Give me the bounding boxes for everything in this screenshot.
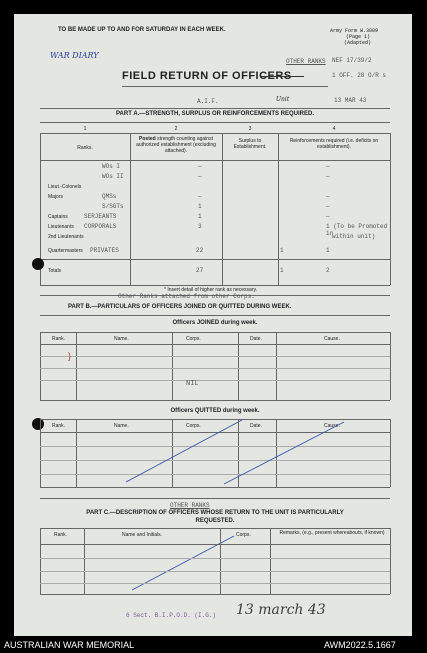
col-number-1: 1 xyxy=(83,126,87,132)
row-posted: 3 xyxy=(198,223,202,230)
quitted-col-date: Date. xyxy=(250,423,262,429)
row-reinforcements: — xyxy=(326,203,330,210)
part-c-top-rule xyxy=(40,498,390,499)
joined-col-rank: Rank. xyxy=(52,336,66,342)
row-reinforcements: — xyxy=(326,193,330,200)
row-posted: 1 xyxy=(198,203,202,210)
row-typed-rank: S/SGTs xyxy=(102,203,124,210)
part-c-col-name: Name and Initials. xyxy=(122,532,163,538)
quitted-title: Officers QUITTED during week. xyxy=(170,408,260,414)
part-c-typed-overlay: OTHER RANKS xyxy=(170,502,210,509)
part-c-div-0 xyxy=(40,528,41,594)
joined-col-name: Name. xyxy=(114,336,129,342)
row-reinforcements: within unit) xyxy=(332,233,376,240)
footer-institution: AUSTRALIAN WAR MEMORIAL xyxy=(4,640,135,650)
part-c-div-4 xyxy=(390,528,391,594)
row-printed-rank: Majors xyxy=(48,194,64,200)
part-c-table-top xyxy=(40,528,390,529)
unit-label: Unit xyxy=(276,96,290,103)
quitted-col-corps: Corps. xyxy=(186,423,201,429)
part-c-row-line xyxy=(40,558,390,559)
row-printed-rank: Lieut.-Colonels xyxy=(48,184,82,190)
nil-entry: NIL xyxy=(186,380,199,388)
row-printed-rank: Totals xyxy=(48,268,62,274)
date-stamp: 13 MAR 43 xyxy=(334,97,367,104)
row-surplus: 1 xyxy=(280,247,284,254)
typed-strength-summary: 1 OFF. 28 O/R s xyxy=(332,72,387,79)
handwritten-war-diary: WAR DIARY xyxy=(50,51,99,60)
row-reinforcements: 1 xyxy=(326,247,330,254)
part-a-footnote: * Insert detail of higher rank as necessary. xyxy=(164,287,258,293)
part-c-heading-1: PART C.—DESCRIPTION OF OFFICERS WHOSE RETURN TO THE UNIT IS PARTICULARLY xyxy=(86,510,344,516)
instruction-text: TO BE MADE UP TO AND FOR SATURDAY IN EACH WEEK. xyxy=(58,27,226,33)
row-typed-rank: WOs II xyxy=(102,173,124,180)
typed-file-number: NEF 17/39/2 xyxy=(332,57,372,64)
form-ref-line-3: (Adapted) xyxy=(344,40,372,46)
col-number-4: 4 xyxy=(332,126,336,132)
row-printed-rank: Quartermasters xyxy=(48,248,83,254)
joined-col-corps: Corps. xyxy=(186,336,201,342)
joined-title: Officers JOINED during week. xyxy=(172,320,258,326)
footer-accession-number: AWM2022.5.1667 xyxy=(324,640,396,650)
handwritten-date: 13 march 43 xyxy=(236,602,326,618)
header-reinforcements: Reinforcements required (i.e. deficits on establishment). xyxy=(289,138,379,150)
part-a-heading: PART A.—STRENGTH, SURPLUS OR REINFORCEMENTS REQUIRED. xyxy=(115,111,314,117)
col-number-2: 2 xyxy=(174,126,178,132)
header-surplus: Surplus to Establishment. xyxy=(233,138,267,150)
nil-cross-lines xyxy=(14,14,412,636)
joined-col-cause: Cause. xyxy=(324,336,340,342)
part-c-div-2 xyxy=(220,528,221,594)
quitted-col-name: Name. xyxy=(114,423,129,429)
bipod-stamp: 6 Sect. B.I.P.O.D. (I.G.) xyxy=(126,612,217,619)
row-typed-rank: CORPORALS xyxy=(84,223,117,230)
part-c-div-3 xyxy=(270,528,271,594)
row-typed-rank: QMSs xyxy=(102,193,117,200)
part-c-row-line xyxy=(40,571,390,572)
part-c-bottom-rule xyxy=(40,594,390,595)
form-sheet xyxy=(14,14,412,636)
row-reinforcements: — xyxy=(326,173,330,180)
row-reinforcements: — xyxy=(326,213,330,220)
red-bracket-mark: } xyxy=(68,351,72,361)
row-reinforcements: 1 (To be Promoted in xyxy=(326,223,388,237)
cancel-stroke-2 xyxy=(224,422,344,484)
row-surplus: 1 xyxy=(280,267,284,274)
quitted-col-cause: Cause. xyxy=(324,423,340,429)
cancel-stroke-1 xyxy=(126,420,242,482)
row-typed-rank: SERJEANTS xyxy=(84,213,117,220)
quitted-col-rank: Rank. xyxy=(52,423,66,429)
part-c-col-rank: Rank. xyxy=(54,532,68,538)
row-printed-rank: Lieutenants xyxy=(48,224,74,230)
row-posted: — xyxy=(198,193,202,200)
row-printed-rank: 2nd Lieutenants xyxy=(48,234,84,240)
form-ref-line-1: Army Form W.3009 xyxy=(330,28,379,34)
row-reinforcements: 2 xyxy=(326,267,330,274)
title-overtype: OTHER RANKS xyxy=(286,58,326,65)
part-c-row-line xyxy=(40,583,390,584)
joined-col-date: Date. xyxy=(250,336,262,342)
part-c-div-1 xyxy=(84,528,85,594)
form-ref-line-2: (Page 1) xyxy=(346,34,371,40)
form-title-text: FIELD RETURN OF OFFICERS xyxy=(122,70,292,82)
row-posted: — xyxy=(198,163,202,170)
row-printed-rank: Captains xyxy=(48,214,68,220)
row-typed-rank: WOs I xyxy=(102,163,121,170)
row-posted: — xyxy=(198,173,202,180)
col-number-3: 3 xyxy=(248,126,252,132)
header-ranks: Ranks. xyxy=(77,145,93,151)
unit-typed: A.I.F. xyxy=(197,98,219,105)
header-posted-bold: Posted xyxy=(139,136,156,142)
part-c-heading-2: REQUESTED. xyxy=(195,518,235,524)
row-typed-rank: PRIVATES xyxy=(90,247,119,254)
part-b-heading: PART B.—PARTICULARS OF OFFICERS JOINED OR QUITTED DURING WEEK. xyxy=(68,304,292,310)
part-c-col-remarks: Remarks, (e.g., present whereabouts, if known) xyxy=(279,530,385,536)
part-b-typed-overlay: Other Ranks attached from other Corps. xyxy=(118,293,255,300)
row-posted: 22 xyxy=(196,247,204,254)
row-posted: 27 xyxy=(196,267,204,274)
part-c-header-rule xyxy=(40,544,390,545)
part-c-col-corps: Corps. xyxy=(236,532,251,538)
row-reinforcements: — xyxy=(326,163,330,170)
row-posted: 1 xyxy=(198,213,202,220)
header-posted-rest: strength counting against authorized establishment (excluding attached). xyxy=(136,136,216,154)
